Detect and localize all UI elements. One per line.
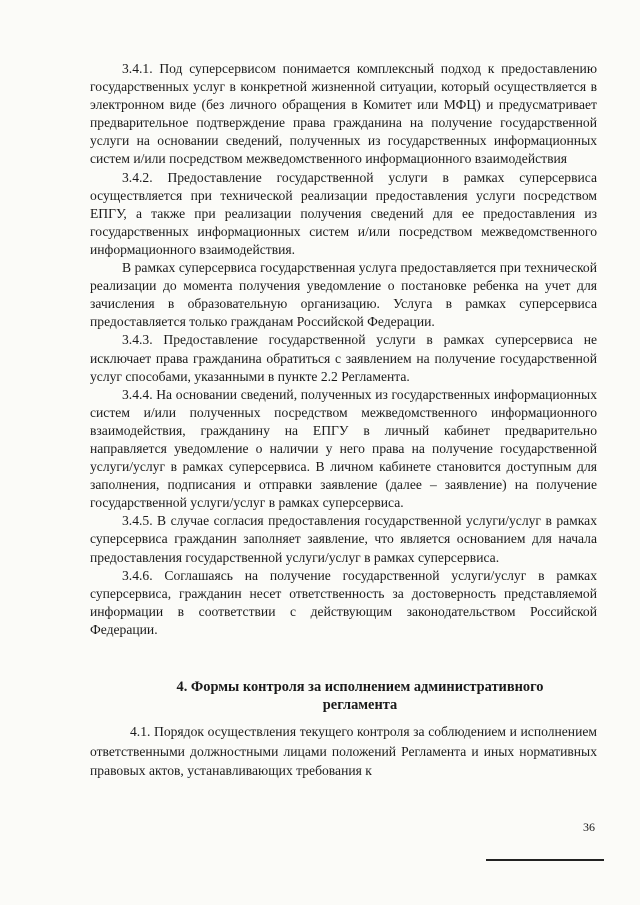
section-4-heading-line-1: 4. Формы контроля за исполнением административного xyxy=(176,679,544,695)
paragraph-3-4-2: 3.4.2. Предоставление государственной услуги в рамках суперсервиса осуществляется при технической реализации предоставления услуги посредством ЕПГУ, а также при реализации получения сведений для ее предоставления из государственных информационных систем и/или посредством межведомственного информационного взаимодействия. xyxy=(90,169,597,257)
paragraph-3-4-6: 3.4.6. Соглашаясь на получение государственной услуги/услуг в рамках суперсервиса, гражданин несет ответственность за достоверность представляемой информации в соответствии с действующим законодательством Российской Федерации. xyxy=(90,567,597,637)
section-4-heading-line-2: регламента xyxy=(322,697,398,713)
paragraph-3-4-4: 3.4.4. На основании сведений, полученных из государственных информационных систем и/или полученных посредством межведомственного информационного взаимодействия, гражданину на ЕПГУ в личный кабинет предварительно направляется уведомление о наличии у него права на получение государственной услуги/услуг в рамках суперсервиса. В личном кабинете становится доступным для заполнения, подписания и отправки заявление (далее – заявление) на получение государственной услуги/услуг в рамках суперсервиса. xyxy=(90,386,597,511)
paragraph-3-4-3: 3.4.3. Предоставление государственной услуги в рамках суперсервиса не исключает права гражданина обратиться с заявлением на получение государственной услуг способами, указанными в пункте 2.2 Регламента. xyxy=(90,332,597,384)
page-number: 36 xyxy=(583,820,595,834)
paragraph-3-4-1: 3.4.1. Под суперсервисом понимается комплексный подход к предоставлению государственных услуг в конкретной жизненной ситуации, который осуществляется в электронном виде (без личного обращения в Комитет или МФЦ) и предусматривает предварительное подтверждение права гражданина на получение государственной услуги на основании сведений, полученных из государственных информационных систем и/или посредством межведомственного информационного взаимодействия xyxy=(90,61,597,167)
footer-rule xyxy=(486,859,604,861)
section-3-4-body xyxy=(90,60,597,639)
section-4-body xyxy=(90,722,597,781)
section-4-heading xyxy=(120,678,600,714)
paragraph-4-1: 4.1. Порядок осуществления текущего контроля за соблюдением и исполнением ответственными должностными лицами положений Регламента и иных нормативных правовых актов, устанавливающих требования к xyxy=(90,724,597,778)
paragraph-3-4-5: 3.4.5. В случае согласия предоставления государственной услуги/услуг в рамках суперсервиса гражданин заполняет заявление, что является основанием для начала предоставления государственной услуги/услуг в рамках суперсервиса. xyxy=(90,513,597,565)
paragraph-superservice-scope: В рамках суперсервиса государственная услуга предоставляется при технической реализации до момента получения уведомление о постановке ребенка на учет для зачисления в образовательную организацию. Услуга в рамках суперсервиса предоставляется только гражданам Российской Федерации. xyxy=(90,260,597,330)
